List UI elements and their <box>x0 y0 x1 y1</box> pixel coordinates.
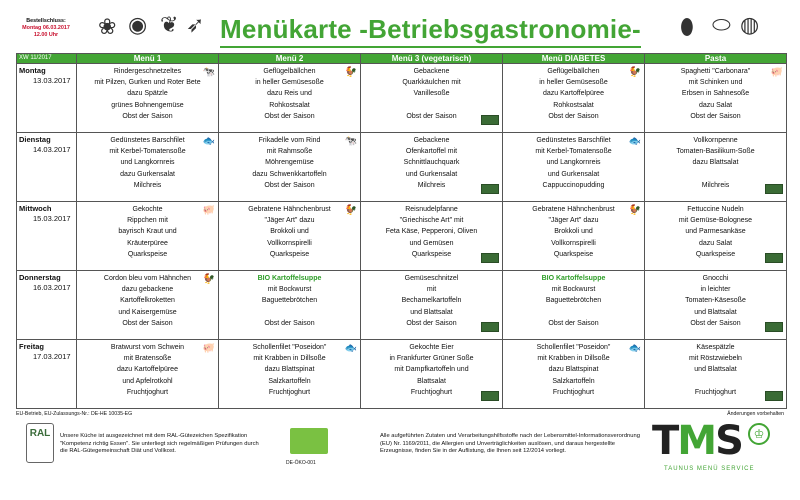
order-deadline-time: 12.00 Uhr <box>33 32 59 38</box>
menu-table <box>16 53 787 409</box>
dish-line: Käsespätzle <box>696 344 735 351</box>
dish-line: BIO Kartoffelsuppe <box>541 275 606 282</box>
dish-line: Geflügelbällchen <box>547 68 600 75</box>
menu-cell <box>361 202 503 271</box>
dish-line: Fruchtjoghurt <box>410 388 453 396</box>
dish-line: Vanillesoße <box>413 90 450 98</box>
dish-line: Quarkspeise <box>411 250 452 258</box>
veg-stamp-icon <box>481 184 499 195</box>
dish-line: mit Kerbel-Tomatensoße <box>109 148 186 156</box>
veg-stamp-icon <box>481 391 499 402</box>
day-row <box>17 340 787 409</box>
order-deadline <box>16 18 76 39</box>
day-name: Donnerstag <box>19 273 61 282</box>
dish-line: und Langkornreis <box>120 159 175 167</box>
dish-line: Erbsen in Sahnesoße <box>681 90 750 98</box>
dish-line: und Langkornreis <box>546 159 601 167</box>
day-cell <box>17 340 77 409</box>
day-cell <box>17 64 77 133</box>
dish-line: Spaghetti "Carbonara" <box>680 68 751 75</box>
day-name: Freitag <box>19 342 45 351</box>
menu-cell <box>645 271 787 340</box>
menu-cell <box>77 271 219 340</box>
dish-line: Gedünstetes Barschfilet <box>536 137 611 144</box>
day-row <box>17 271 787 340</box>
dish-line: Tomaten-Käsesoße <box>685 297 746 305</box>
fish-icon: 🐟 <box>202 136 215 147</box>
menu-cell <box>503 340 645 409</box>
dish-line: dazu Blattspinat <box>548 366 599 374</box>
dish-line: mit Bockwurst <box>267 286 312 294</box>
veg-stamp-icon <box>481 115 499 126</box>
dish-line <box>648 376 783 387</box>
header <box>0 0 800 52</box>
dish-line: mit Gemüse-Bolognese <box>678 217 753 225</box>
dish-line: Kartoffelkroketten <box>120 297 175 305</box>
dish-line: Brokkoli und <box>554 228 593 236</box>
dish-line: Salzkartoffeln <box>268 377 311 385</box>
dish-line: dazu Salat <box>698 239 733 247</box>
cow-icon: 🐄 <box>344 136 357 147</box>
menu-cell <box>645 202 787 271</box>
cucumber-icon: ⬭ <box>712 12 731 37</box>
page-title: Menükarte -Betriebsgastronomie- <box>220 14 641 44</box>
dish-line: bayrisch Kraut und <box>118 228 177 236</box>
dish-line: Gedünstetes Barschfilet <box>110 137 185 144</box>
dish-line: Blattsalat <box>417 377 446 385</box>
dish-line: dazu Spätzle <box>127 90 168 98</box>
dish-line: Brokkoli und <box>270 228 309 236</box>
dish-line: Rindergeschnetzeltes <box>113 68 182 75</box>
dish-line: Fettuccine Nudeln <box>687 206 744 213</box>
chili-icon: ➶ <box>186 12 205 37</box>
dish-line: mit Dampfkartoffeln und <box>394 366 469 374</box>
col-menu-2: Menü 2 <box>219 54 361 64</box>
dish-line: Rohkostsalat <box>269 101 310 109</box>
dish-line: Schollenfilet "Poseidon" <box>252 344 327 351</box>
veg-stamp-icon <box>765 391 783 402</box>
day-name: Dienstag <box>19 135 51 144</box>
tms-subtitle: TAUNUS MENÜ SERVICE <box>664 466 755 472</box>
dish-line: Obst der Saison <box>264 319 315 327</box>
dish-line: in Frankfurter Grüner Soße <box>389 355 474 363</box>
pepper-icon: ❦ <box>160 12 179 37</box>
dish-line: "Griechische Art" mit <box>399 217 464 225</box>
dish-line: Obst der Saison <box>264 112 315 120</box>
chicken-icon: 🐓 <box>202 274 215 285</box>
menu-cell <box>645 133 787 202</box>
fish-icon: 🐟 <box>628 343 641 354</box>
dish-line: mit Bockwurst <box>551 286 596 294</box>
dish-line: Ofenkartoffel mit <box>405 148 458 156</box>
order-deadline-date: Montag 06.03.2017 <box>22 25 70 31</box>
menu-cell <box>361 64 503 133</box>
tms-logo: TMS <box>652 418 742 464</box>
dish-line: Obst der Saison <box>406 112 457 120</box>
dish-line: Kräuterpüree <box>127 239 168 247</box>
dish-line: mit Pilzen, Gurken und Roter Bete <box>94 79 201 87</box>
menu-body <box>17 64 787 409</box>
eu-number: EU-Betrieb, EU-Zulassungs-Nr.: DE-HE 10035-EG <box>16 411 133 417</box>
dish-line: Obst der Saison <box>548 319 599 327</box>
menu-cell <box>503 64 645 133</box>
day-date: 17.03.2017 <box>33 352 71 361</box>
menu-cell <box>77 340 219 409</box>
dish-line: Baguettebrötchen <box>261 297 318 305</box>
dish-line: Bechamelkartoffeln <box>401 297 462 305</box>
allergen-text: Alle aufgeführten Zutaten und Verarbeitungshilfsstoffe nach der Lebensmittel-Informationsverordnung (EU) Nr. 1169/2011, die Allergien und Unverträglichkeiten auslösen, und daraus hergestellte Erzeugnisse, finden Sie in der Auflistung, die Ihnen seit 12/2014 vorliegt. <box>380 433 640 455</box>
dish-line: Vollkornpenne <box>693 137 738 144</box>
eco-code: DE-ÖKO-001 <box>286 460 316 466</box>
dish-line: mit Krabben in Dillsoße <box>253 355 326 363</box>
dish-line: Fruchtjoghurt <box>268 388 311 396</box>
dish-line: Gebackene <box>413 68 450 75</box>
dish-line: "Jäger Art" dazu <box>548 217 599 225</box>
day-row <box>17 202 787 271</box>
dish-line: dazu gebackene <box>121 286 174 294</box>
veg-stamp-icon <box>765 253 783 264</box>
chicken-icon: 🐓 <box>628 205 641 216</box>
dish-line: Gemüseschnitzel <box>404 275 459 282</box>
pig-icon: 🐖 <box>770 67 783 78</box>
dish-line: Möhrengemüse <box>265 159 314 167</box>
dish-line: Obst der Saison <box>690 319 741 327</box>
dish-line: mit Bratensoße <box>123 355 172 363</box>
dish-line: Obst der Saison <box>690 112 741 120</box>
changes-note: Änderungen vorbehalten <box>727 411 784 417</box>
dish-line: Quarkspeise <box>127 250 168 258</box>
dish-line: dazu Kartoffelpüree <box>117 366 178 374</box>
ral-text: Unsere Küche ist ausgezeichnet mit dem RAL-Gütezeichen Spezifikation "Kompetenz richtig Essen". Sie unterliegt sich regelmäßigen Prüfungen durch die RAL-Gütegemeinschaft Diät und Vollkost. <box>60 433 259 455</box>
menu-cell <box>503 133 645 202</box>
day-date: 16.03.2017 <box>33 283 71 292</box>
eggplant-icon: ⬮ <box>680 14 694 39</box>
menu-cell <box>361 340 503 409</box>
menu-cell <box>645 340 787 409</box>
menu-cell <box>219 271 361 340</box>
dish-line: Obst der Saison <box>122 319 173 327</box>
fish-icon: 🐟 <box>344 343 357 354</box>
dish-line: Rippchen mit <box>127 217 168 225</box>
dish-line: Quarkspeise <box>553 250 594 258</box>
menu-cell <box>219 202 361 271</box>
cow-icon: 🐄 <box>202 67 215 78</box>
order-deadline-label: Bestellschluss: <box>26 18 66 24</box>
dish-line: Gekochte Eier <box>409 344 454 351</box>
chef-hat-icon: ♔ <box>748 423 770 445</box>
dish-line: Vollkornspirelli <box>551 239 596 247</box>
dish-line: und Kaisergemüse <box>118 308 177 316</box>
menu-cell <box>77 64 219 133</box>
dish-line <box>648 169 783 180</box>
menu-cell <box>503 202 645 271</box>
dish-line: dazu Schwenkkartoffeln <box>252 170 327 178</box>
dish-line: mit Schinken und <box>688 79 743 87</box>
dish-line: und Gurkensalat <box>405 170 458 178</box>
dish-line: Cordon bleu vom Hähnchen <box>103 275 192 282</box>
dish-line: mit Kerbel-Tomatensoße <box>535 148 612 156</box>
dish-line: Quarkkäulchen mit <box>402 79 461 87</box>
dish-line: Milchreis <box>417 181 446 189</box>
day-name: Mittwoch <box>19 204 52 213</box>
dish-line: Tomaten-Basilikum-Soße <box>676 148 755 156</box>
pig-icon: 🐖 <box>202 343 215 354</box>
dish-line: Gekochte <box>132 206 163 213</box>
dish-line: Milchreis <box>701 181 730 189</box>
day-cell <box>17 271 77 340</box>
dish-line: mit Röstzwiebeln <box>689 355 742 363</box>
dish-line: und Blattsalat <box>694 366 737 374</box>
dish-line <box>222 307 357 318</box>
menu-cell <box>77 133 219 202</box>
day-date: 15.03.2017 <box>33 214 71 223</box>
dish-line: Reisnudelpfanne <box>405 206 458 213</box>
dish-line: mit Krabben in Dillsoße <box>537 355 610 363</box>
dish-line: mit <box>426 286 437 294</box>
dish-line: dazu Gurkensalat <box>120 170 175 178</box>
day-cell <box>17 202 77 271</box>
menu-header-row <box>17 54 787 64</box>
dish-line: in leichter <box>700 286 731 294</box>
dish-line: Rohkostsalat <box>553 101 594 109</box>
menu-cell <box>645 64 787 133</box>
dish-line: Schnittlauchquark <box>403 159 460 167</box>
onion-icon: ◉ <box>128 12 148 37</box>
dish-line: Gnocchi <box>702 275 729 282</box>
dish-line: Baguettebrötchen <box>545 297 602 305</box>
dish-line: dazu Blattspinat <box>264 366 315 374</box>
veg-stamp-icon <box>481 253 499 264</box>
dish-line: dazu Reis und <box>267 90 312 98</box>
dish-line: Quarkspeise <box>695 250 736 258</box>
menu-cell <box>219 340 361 409</box>
dish-line: mit Rahmsoße <box>266 148 313 156</box>
dish-line: Geflügelbällchen <box>263 68 316 75</box>
dish-line: in heller Gemüsesoße <box>255 79 324 87</box>
dish-line: Obst der Saison <box>406 319 457 327</box>
dish-line: Gebratene Hähnchenbrust <box>532 206 615 213</box>
dish-line: und Parmesankäse <box>685 228 746 236</box>
dish-line <box>506 307 641 318</box>
dish-line: Gebackene <box>413 137 450 144</box>
eu-organic-logo-icon <box>290 428 328 454</box>
dish-line: Schollenfilet "Poseidon" <box>536 344 611 351</box>
col-menu-3: Menü 3 (vegetarisch) <box>361 54 503 64</box>
dish-line: Cappuccinopudding <box>542 181 605 189</box>
dish-line: und Gurkensalat <box>547 170 600 178</box>
dish-line: in heller Gemüsesoße <box>539 79 608 87</box>
dish-line <box>364 100 499 111</box>
menu-cell <box>361 133 503 202</box>
dish-line: Vollkornspirelli <box>267 239 312 247</box>
menu-cell <box>77 202 219 271</box>
fish-icon: 🐟 <box>628 136 641 147</box>
dish-line: Bratwurst vom Schwein <box>110 344 185 351</box>
dish-line: Quarkspeise <box>269 250 310 258</box>
veg-stamp-icon <box>765 322 783 333</box>
col-pasta: Pasta <box>645 54 787 64</box>
menu-cell <box>219 64 361 133</box>
chicken-icon: 🐓 <box>344 67 357 78</box>
dish-line: dazu Kartoffelpüree <box>543 90 604 98</box>
ral-badge: RAL <box>26 423 54 463</box>
chicken-icon: 🐓 <box>344 205 357 216</box>
dish-line: und Apfelrotkohl <box>122 377 173 385</box>
dish-line: Fruchtjoghurt <box>126 388 169 396</box>
dish-line: Milchreis <box>133 181 162 189</box>
menu-cell <box>361 271 503 340</box>
dish-line: und Blattsalat <box>410 308 453 316</box>
avocado-icon: ◍ <box>740 12 760 37</box>
dish-line: und Blattsalat <box>694 308 737 316</box>
veg-stamp-icon <box>481 322 499 333</box>
dish-line: dazu Salat <box>698 101 733 109</box>
dish-line: Obst der Saison <box>122 112 173 120</box>
dish-line: Obst der Saison <box>264 181 315 189</box>
chicken-icon: 🐓 <box>628 67 641 78</box>
dish-line: Fruchtjoghurt <box>694 388 737 396</box>
dish-line: und Gemüsen <box>409 239 454 247</box>
garlic-icon: ❀ <box>98 14 117 39</box>
col-menu-1: Menü 1 <box>77 54 219 64</box>
pig-icon: 🐖 <box>202 205 215 216</box>
col-menu-diabetes: Menü DIABETES <box>503 54 645 64</box>
day-name: Montag <box>19 66 46 75</box>
dish-line: Frikadelle vom Rind <box>258 137 321 144</box>
day-row <box>17 64 787 133</box>
dish-line: Fruchtjoghurt <box>552 388 595 396</box>
day-date: 13.03.2017 <box>33 76 71 85</box>
dish-line: BIO Kartoffelsuppe <box>257 275 322 282</box>
day-cell <box>17 133 77 202</box>
dish-line: Gebratene Hähnchenbrust <box>248 206 331 213</box>
menu-cell <box>219 133 361 202</box>
dish-line: Obst der Saison <box>548 112 599 120</box>
calendar-week: XW 11/2017 <box>17 54 77 64</box>
day-row <box>17 133 787 202</box>
dish-line: "Jäger Art" dazu <box>264 217 315 225</box>
dish-line: dazu Blattsalat <box>692 159 739 167</box>
day-date: 14.03.2017 <box>33 145 71 154</box>
menu-cell <box>503 271 645 340</box>
dish-line: Salzkartoffeln <box>552 377 595 385</box>
dish-line: Feta Käse, Pepperoni, Oliven <box>385 228 478 236</box>
dish-line: grünes Bohnengemüse <box>111 101 184 109</box>
veg-stamp-icon <box>765 184 783 195</box>
